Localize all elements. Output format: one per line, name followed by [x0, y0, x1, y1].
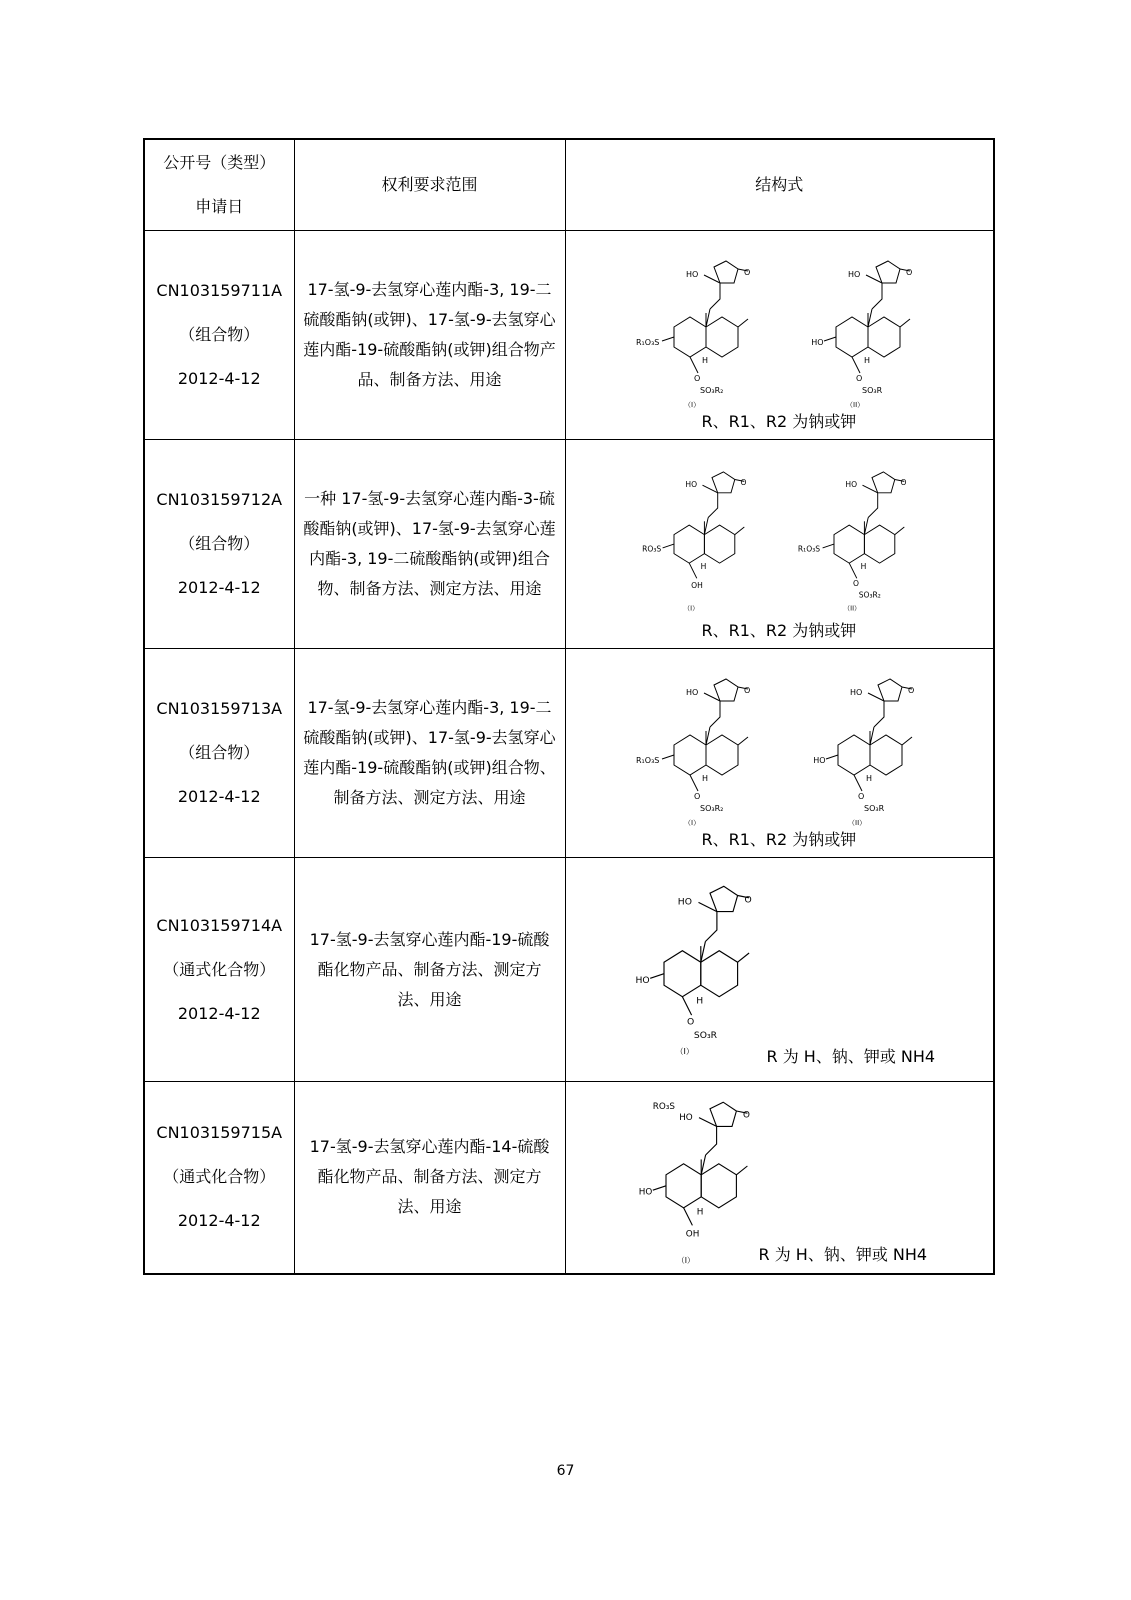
c3-substituent-label: HO — [812, 756, 826, 765]
claim-text: 17-氢-9-去氢穿心莲内酯-14-硫酸酯化物产品、制备方法、测定方法、用途 — [294, 1082, 565, 1274]
hydroxyl-label: HO — [844, 480, 857, 490]
pub-number: CN103159713A — [156, 699, 283, 718]
hydrogen-label: H — [696, 1207, 703, 1218]
c19-bond — [854, 775, 862, 791]
ring-a — [834, 525, 864, 563]
pub-number: CN103159712A — [156, 490, 283, 509]
side-chain — [874, 701, 884, 727]
side-chain — [705, 1126, 716, 1155]
c3-substituent-label: RO₃S — [641, 544, 661, 554]
c3-substituent-label: R₁O₃S — [635, 756, 659, 765]
pub-date: 2012-4-12 — [177, 369, 261, 388]
c3-bond — [652, 1186, 665, 1190]
lactone-ring — [710, 1102, 736, 1126]
table-row — [144, 649, 994, 858]
hydroxyl-label: HO — [847, 270, 860, 279]
substituent-note: R、R1、R2 为钠或钾 — [701, 621, 857, 640]
hydroxyl-label: HO — [685, 270, 698, 279]
structure-number-label: （I） — [683, 401, 700, 409]
pub-date: 2012-4-12 — [177, 787, 261, 806]
molecule-II — [811, 261, 912, 409]
structure-number-label: （II） — [845, 401, 864, 409]
structure-cell — [565, 231, 994, 440]
c3-bond — [826, 755, 838, 759]
hydrogen-label: H — [701, 774, 708, 783]
substituent-note: R、R1、R2 为钠或钾 — [701, 412, 857, 431]
header-claims: 权利要求范围 — [294, 139, 565, 231]
pub-type: （通式化合物） — [163, 959, 276, 979]
c19-bond — [852, 357, 860, 373]
molecule-I — [635, 886, 751, 1056]
c3-substituent-label: R₁O₃S — [797, 544, 820, 554]
table-row — [144, 231, 994, 440]
side-chain — [872, 283, 882, 309]
ring-b — [864, 525, 894, 563]
substituent-note: R 为 H、钠、钾或 NH4 — [766, 1047, 936, 1066]
claim-text: 17-氢-9-去氢穿心莲内酯-3, 19-二硫酸酯钠(或钾)、17-氢-9-去氢穿心莲内酯-19-硫酸酯钠(或钾)组合物产品、制备方法、用途 — [294, 231, 565, 440]
ring-a — [666, 1164, 701, 1208]
pub-number: CN103159714A — [156, 915, 283, 935]
header-pub-no-line2: 申请日 — [195, 197, 244, 216]
labels — [638, 1102, 749, 1265]
table-row — [144, 440, 994, 649]
claim-text: 17-氢-9-去氢穿心莲内酯-19-硫酸酯化物产品、制备方法、测定方法、用途 — [294, 858, 565, 1082]
c3-bond — [662, 337, 674, 341]
structure-number-label: （I） — [676, 1255, 695, 1265]
labels — [811, 268, 912, 409]
side-chain — [710, 701, 720, 727]
carbonyl-label: O — [900, 478, 906, 488]
lactone-ring — [872, 472, 895, 493]
carbonyl-label: O — [740, 478, 746, 488]
ring-a — [838, 735, 870, 775]
hydrogen-label: H — [701, 356, 708, 365]
pub-type: （通式化合物） — [163, 1167, 276, 1187]
pub-number: CN103159711A — [156, 281, 283, 300]
methyl-bond — [894, 527, 904, 535]
c19-substituent-label: SO₃R — [861, 386, 882, 395]
structure-number-label: （II） — [847, 819, 866, 827]
pub-date: 2012-4-12 — [177, 578, 261, 597]
side-chain — [710, 283, 720, 309]
c3-bond — [824, 337, 836, 341]
lactone-ring — [710, 886, 738, 911]
carbonyl-label: O — [744, 894, 752, 906]
ring-b — [700, 951, 737, 997]
ring-a — [674, 525, 704, 563]
header-pub-no — [144, 139, 294, 231]
ring-b — [706, 317, 738, 357]
lactone-ring — [878, 679, 902, 701]
pub-number: CN103159715A — [156, 1123, 283, 1143]
carbonyl-label: O — [905, 268, 912, 277]
ring-a — [674, 735, 706, 775]
labels — [636, 268, 750, 409]
molecule-II — [813, 679, 914, 827]
labels — [797, 478, 906, 612]
structure-cell — [565, 858, 994, 1082]
c19-oxygen-label: O — [855, 374, 862, 383]
molecule-I — [642, 472, 746, 613]
methyl-bond — [737, 953, 749, 962]
c3-bond — [822, 544, 833, 548]
c19-substituent-label: OH — [690, 580, 703, 590]
c3-bond — [662, 544, 673, 548]
carbonyl-label: O — [907, 686, 914, 695]
c3-bond — [650, 974, 664, 979]
c19-substituent-label: SO₃R — [693, 1030, 717, 1042]
hydrogen-label: H — [860, 561, 866, 571]
hydrogen-label: H — [700, 561, 706, 571]
molecule-I — [636, 261, 750, 409]
structure-number-label: （I） — [683, 819, 700, 827]
hydroxyl-label: HO — [849, 688, 862, 697]
header-pub-no-line1: 公开号（类型） — [163, 153, 276, 172]
hydrogen-label: H — [865, 774, 872, 783]
hydrogen-label: H — [695, 995, 703, 1007]
structure-number-label: （I） — [683, 604, 699, 613]
substituent-note: R 为 H、钠、钾或 NH4 — [758, 1245, 928, 1264]
methyl-bond — [900, 319, 910, 327]
c19-oxygen-label: O — [686, 1016, 694, 1028]
carbonyl-label: O — [742, 1110, 750, 1121]
c19-oxygen-label: O — [857, 792, 864, 801]
methyl-bond — [738, 319, 748, 327]
c19-bond — [683, 1208, 692, 1226]
c3-substituent-label: HO — [810, 338, 824, 347]
c19-substituent-label: OH — [685, 1229, 699, 1240]
structure-cell — [565, 440, 994, 649]
lactone-ring — [714, 261, 738, 283]
c19-oxygen-label: O — [693, 792, 700, 801]
substituent-note: R、R1、R2 为钠或钾 — [701, 830, 857, 849]
hydroxyl-label: HO — [685, 688, 698, 697]
c19-bond — [682, 997, 691, 1015]
ring-b — [870, 735, 902, 775]
hydroxyl-label: HO — [678, 1112, 693, 1123]
claim-text: 17-氢-9-去氢穿心莲内酯-3, 19-二硫酸酯钠(或钾)、17-氢-9-去氢穿心莲内酯-19-硫酸酯钠(或钾)组合物、制备方法、测定方法、用途 — [294, 649, 565, 858]
ring-a — [674, 317, 706, 357]
patent-table — [143, 138, 995, 1275]
pub-cell — [144, 1082, 294, 1274]
pub-cell — [144, 858, 294, 1082]
c19-substituent-label: SO₃R — [863, 804, 884, 813]
ring-b — [704, 525, 734, 563]
ring-a — [664, 951, 701, 997]
header-structure: 结构式 — [565, 139, 994, 231]
labels — [635, 894, 751, 1056]
methyl-bond — [738, 737, 748, 745]
side-chain — [705, 912, 717, 942]
c19-oxygen-label: O — [852, 578, 859, 588]
carbonyl-label: O — [743, 686, 750, 695]
ring-b — [701, 1164, 736, 1208]
ring-a — [836, 317, 868, 357]
side-chain — [868, 493, 878, 518]
molecule-I — [638, 1102, 749, 1265]
c19-oxygen-label: O — [693, 374, 700, 383]
pub-cell — [144, 231, 294, 440]
hydroxyl-label: HO — [684, 480, 697, 490]
structure-number-label: （I） — [675, 1047, 694, 1057]
c3-substituent-label: R₁O₃S — [635, 338, 659, 347]
claim-text: 一种 17-氢-9-去氢穿心莲内酯-3-硫酸酯钠(或钾)、17-氢-9-去氢穿心莲内酯-3, 19-二硫酸酯钠(或钾)组合物、制备方法、测定方法、用途 — [294, 440, 565, 649]
lactone-ring — [876, 261, 900, 283]
table-header-row — [144, 139, 994, 231]
pub-cell — [144, 440, 294, 649]
structure-number-label: （II） — [843, 604, 861, 613]
pub-type: （组合物） — [179, 325, 260, 344]
structure-cell — [565, 649, 994, 858]
pub-type: （组合物） — [179, 743, 260, 762]
table-row — [144, 1082, 994, 1274]
pub-date: 2012-4-12 — [177, 1003, 261, 1023]
methyl-bond — [736, 1166, 747, 1175]
lactone-ring — [714, 679, 738, 701]
labels — [813, 686, 914, 827]
hydrogen-label: H — [863, 356, 870, 365]
c14-substituent-label: RO₃S — [652, 1101, 675, 1112]
methyl-bond — [902, 737, 912, 745]
c19-bond — [690, 775, 698, 791]
hydroxyl-label: HO — [677, 896, 692, 908]
c19-substituent-label: SO₃R₂ — [699, 386, 723, 395]
molecule-I — [636, 679, 750, 827]
side-chain — [708, 493, 718, 518]
labels — [642, 478, 746, 612]
lactone-ring — [712, 472, 735, 493]
methyl-bond — [734, 527, 744, 535]
ring-b — [706, 735, 738, 775]
carbonyl-label: O — [743, 268, 750, 277]
c19-substituent-label: SO₃R₂ — [858, 590, 881, 600]
molecule-II — [797, 472, 906, 613]
page-number: 67 — [556, 1463, 575, 1479]
c19-bond — [690, 357, 698, 373]
table-row — [144, 858, 994, 1082]
c19-bond — [689, 563, 697, 578]
pub-type: （组合物） — [179, 534, 260, 553]
pub-date: 2012-4-12 — [177, 1211, 261, 1231]
ring-b — [868, 317, 900, 357]
pub-cell — [144, 649, 294, 858]
c19-substituent-label: SO₃R₂ — [699, 804, 723, 813]
c3-bond — [662, 755, 674, 759]
c3-substituent-label: HO — [638, 1187, 652, 1198]
c3-substituent-label: HO — [634, 974, 650, 986]
structure-cell — [565, 1082, 994, 1274]
c19-bond — [849, 563, 857, 578]
labels — [636, 686, 750, 827]
